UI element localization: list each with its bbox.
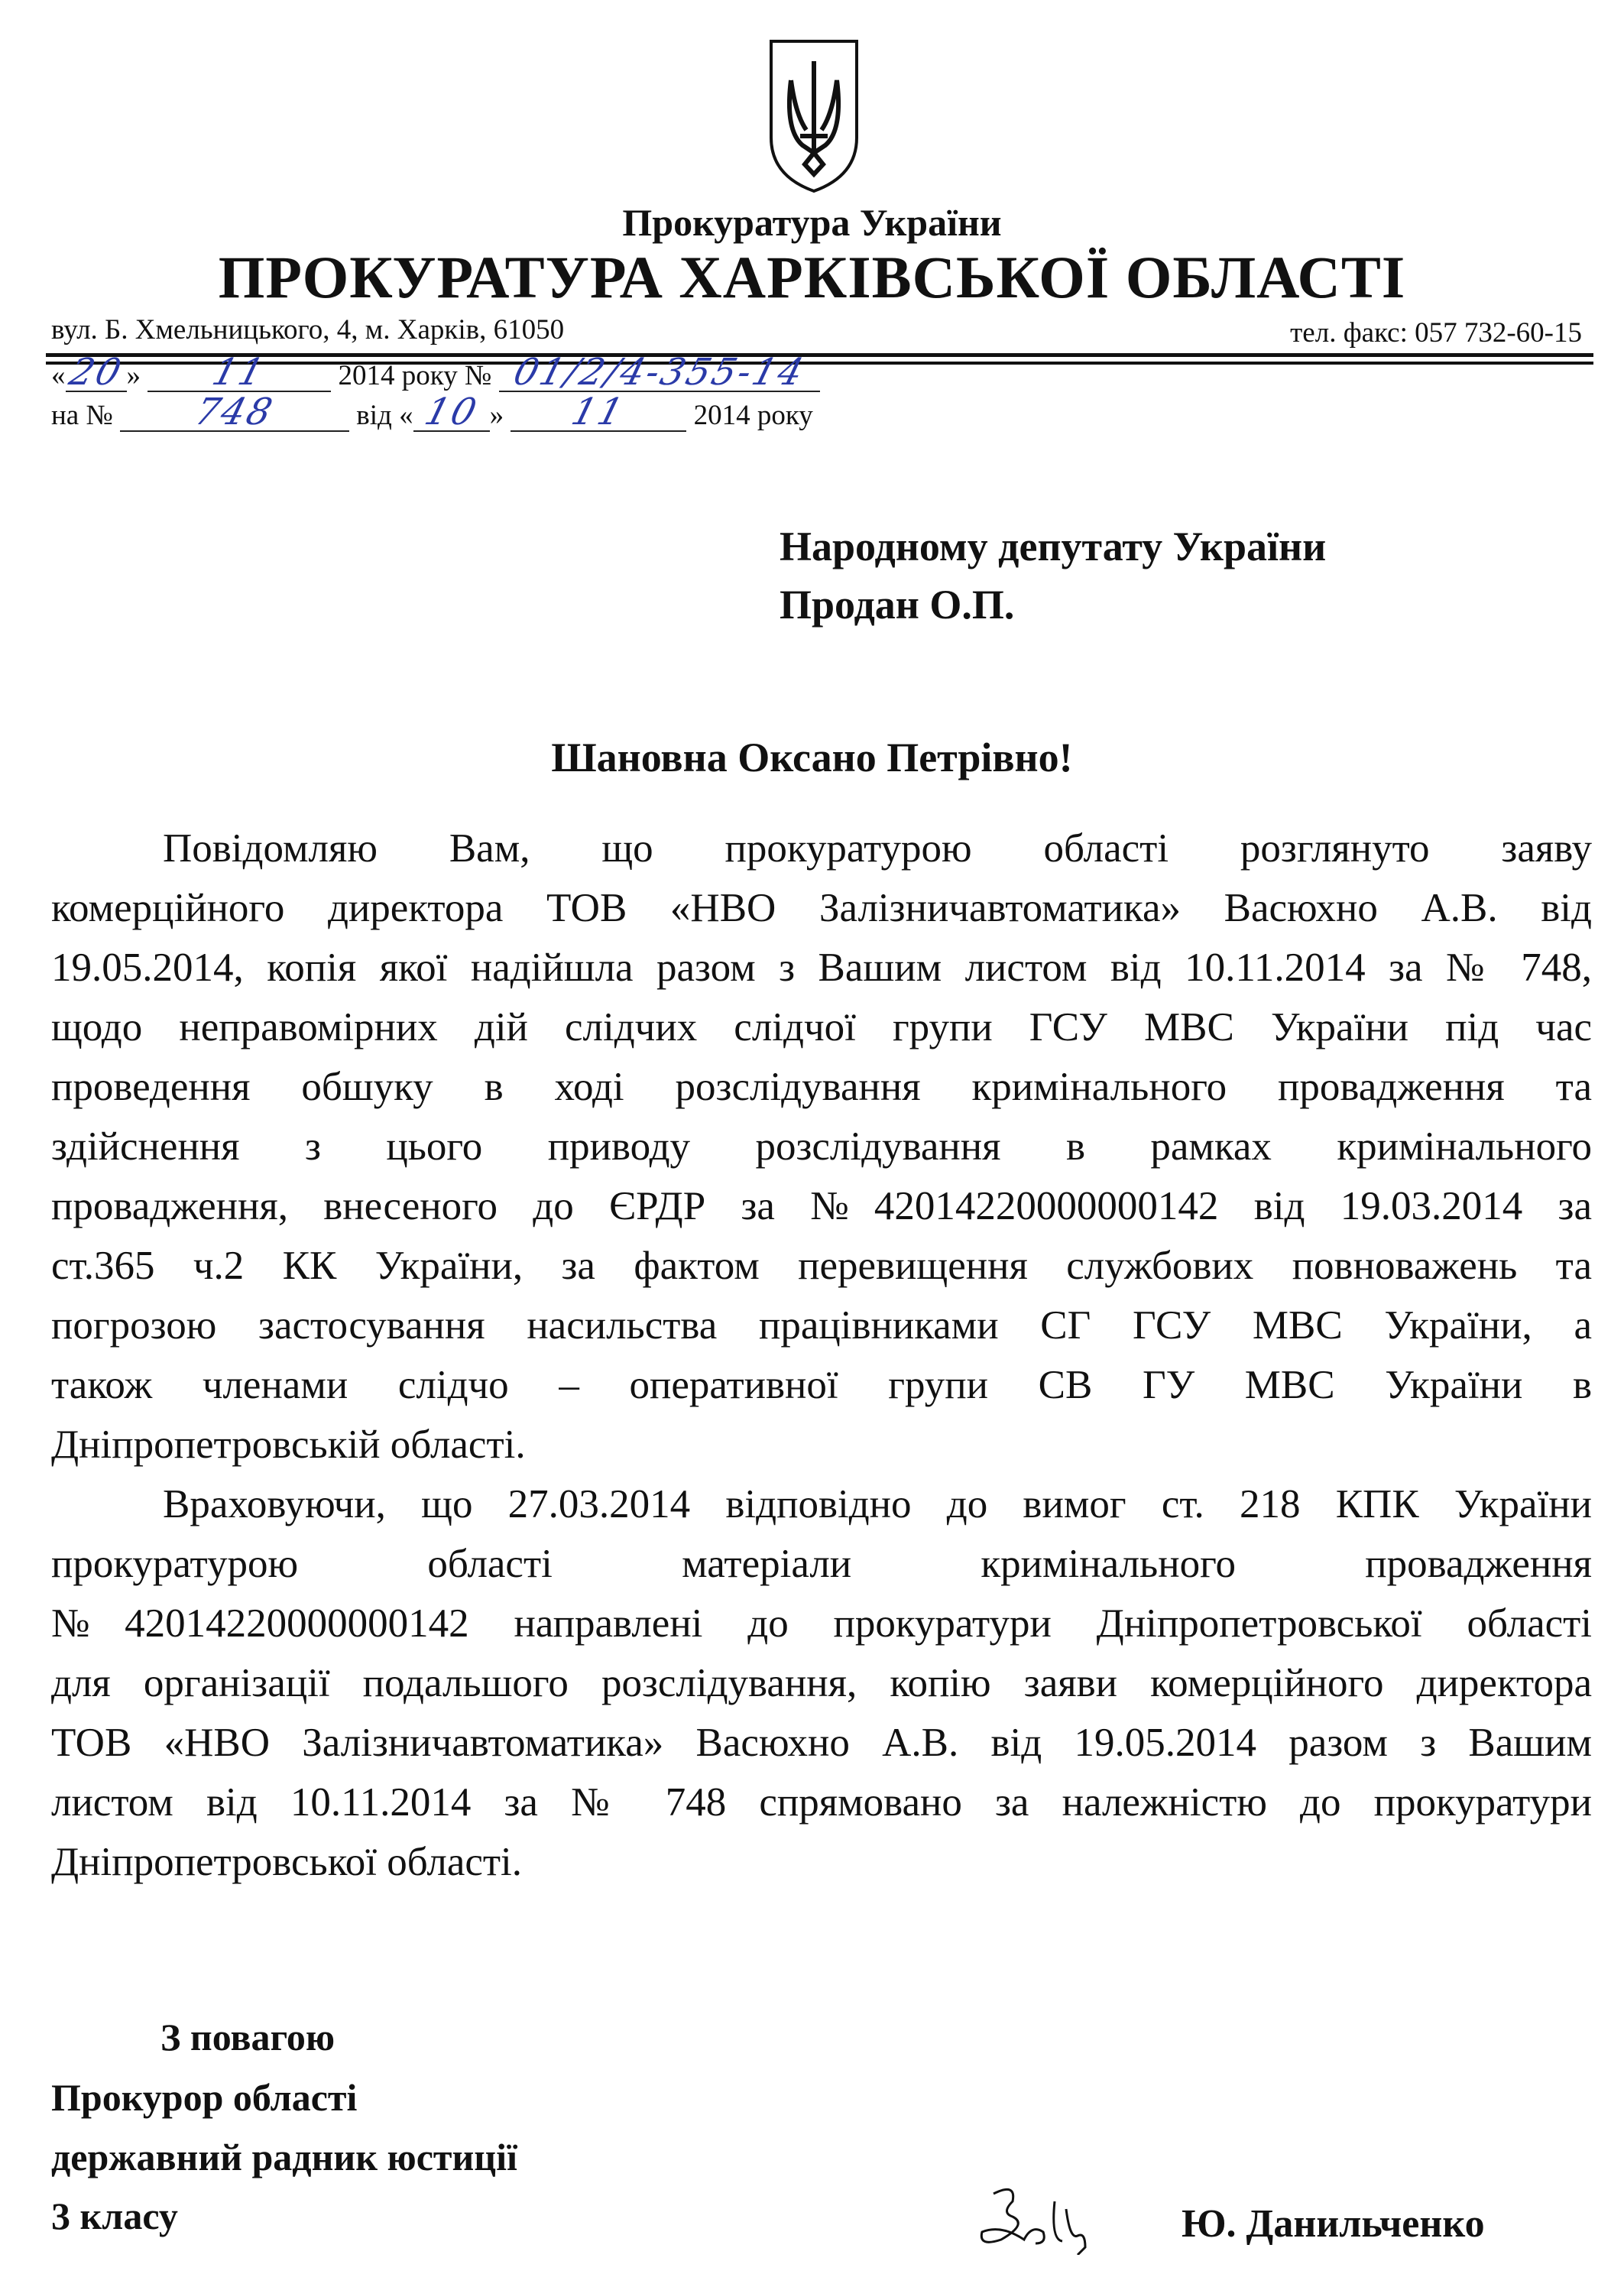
outgoing-number-field: 01/2/4-355-14 (499, 360, 820, 392)
body-text-line: №42014220000000142 направлені до прокуратури Дніпропетровської області (51, 1601, 1592, 1646)
incoming-reference: на № 748 від « 10 » 11 2014 року (51, 391, 813, 433)
reply-month-field: 11 (511, 400, 686, 432)
body-text-line: провадження, внесеного до ЄРДР за №42014220000000142 від 19.03.2014 за (51, 1184, 1592, 1228)
org-address: вул. Б. Хмельницького, 4, м. Харків, 61050 (51, 314, 565, 345)
signatory-name: Ю. Данильченко (1182, 2202, 1485, 2246)
body-text-line: ст.365 ч.2 КК України, за фактом перевищення службових повноважень та (51, 1244, 1592, 1288)
body-text-line: листом від 10.11.2014 за № 748 спрямовано за належністю до прокуратури (51, 1780, 1592, 1825)
body-text-line: також членами слідчо – оперативної групи СВ ГУ МВС України в (51, 1363, 1592, 1407)
body-text-line: Повідомляю Вам, що прокуратурою області розглянуто заяву (163, 826, 1592, 871)
closing-salutation: З повагою (160, 2016, 335, 2058)
body-text-line: 19.05.2014, копія якої надійшла разом з Вашим листом від 10.11.2014 за № 748, (51, 946, 1592, 990)
body-text-line: проведення обшуку в ході розслідування кримінального провадження та (51, 1065, 1592, 1109)
body-text-line: Дніпропетровській області. (51, 1422, 526, 1467)
greeting: Шановна Оксано Петрівно! (551, 735, 1073, 780)
reply-number-field: 748 (120, 400, 349, 432)
org-parent-name: Прокуратура України (622, 201, 1002, 244)
addressee-title: Народному депутату України (780, 524, 1327, 569)
org-phone: тел. факс: 057 732-60-15 (1290, 317, 1582, 349)
body-text-line: щодо неправомірних дій слідчих слідчої групи ГСУ МВС України під час (51, 1005, 1592, 1049)
org-name: ПРОКУРАТУРА ХАРКІВСЬКОЇ ОБЛАСТІ (218, 244, 1406, 310)
body-text-line: погрозою застосування насильства працівниками СГ ГСУ МВС України, а (51, 1303, 1592, 1348)
signatory-title: Прокурор області (51, 2076, 358, 2119)
body-text-line: комерційного директора ТОВ «НВО Залізничавтоматика» Васюхно А.В. від (51, 886, 1592, 930)
body-text-line: прокуратурою області матеріали кримінального провадження (51, 1542, 1592, 1586)
body-text-line: Враховуючи, що 27.03.2014 відповідно до вимог ст. 218 КПК України (163, 1482, 1592, 1526)
body-text-line: для організації подальшого розслідування, копію заяви комерційного директора (51, 1661, 1592, 1705)
coat-of-arms-trident-icon (768, 38, 860, 195)
date-month-field: 11 (147, 360, 331, 392)
outgoing-reference: « 20 » 11 2014 року № 01/2/4-355-14 (51, 359, 820, 392)
body-text-line: ТОВ «НВО Залізничавтоматика» Васюхно А.В. від 19.05.2014 разом з Вашим (51, 1721, 1592, 1765)
signature-icon (971, 2178, 1139, 2255)
body-text-line: Дніпропетровської області. (51, 1840, 523, 1884)
body-text-line: здійснення з цього приводу розслідування в рамках кримінального (51, 1124, 1592, 1169)
addressee-name: Продан О.П. (780, 582, 1015, 628)
signatory-rank-class: 3 класу (51, 2195, 178, 2237)
date-day-field: 20 (64, 351, 128, 394)
signatory-rank: державний радник юстиції (51, 2136, 517, 2178)
reply-day-field: 10 (413, 400, 490, 432)
